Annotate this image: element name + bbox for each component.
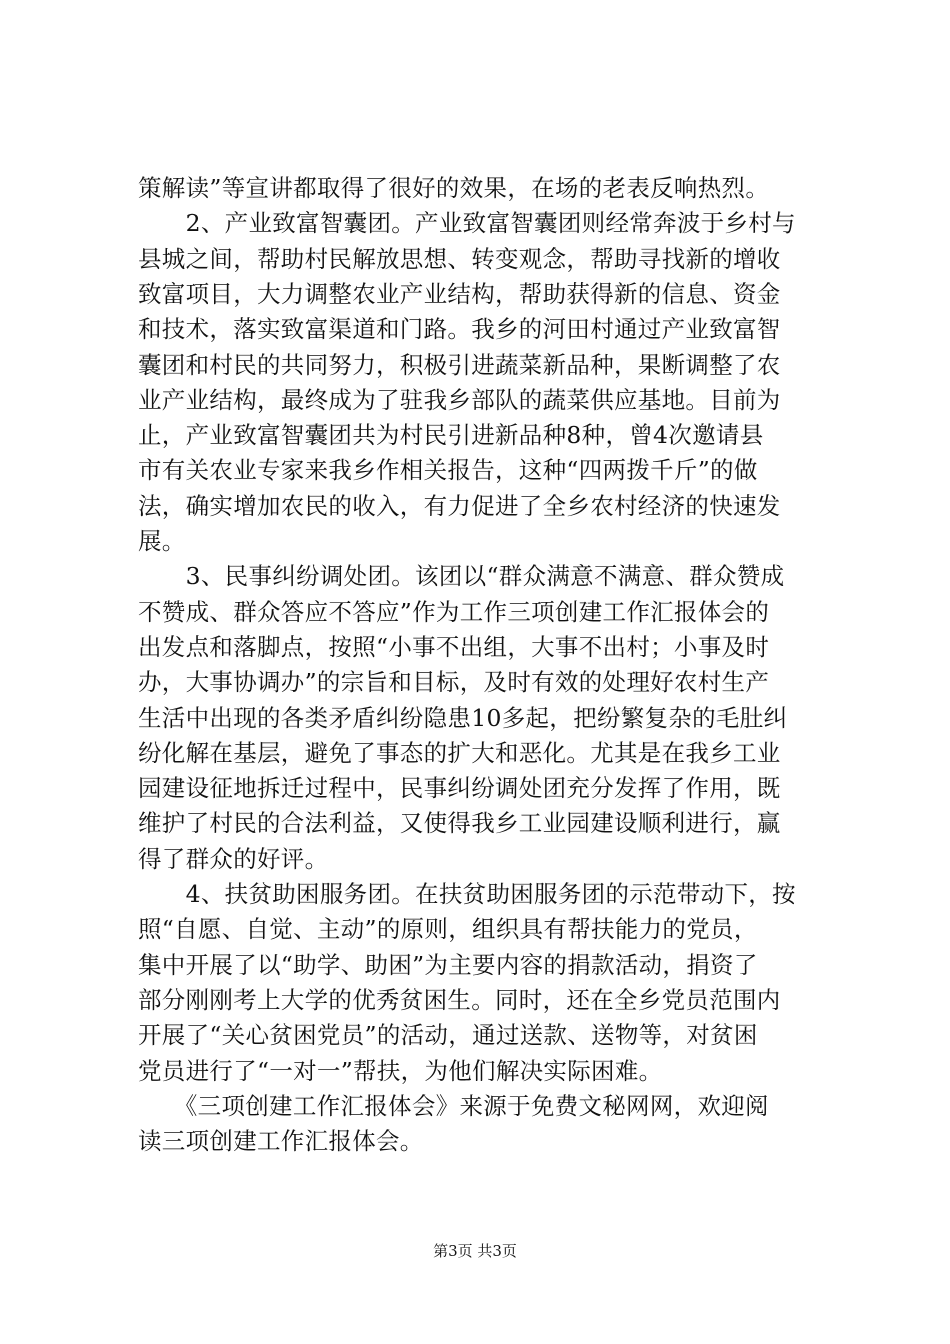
text-line: 4、扶贫助困服务团。在扶贫助困服务团的示范带动下，按	[138, 880, 796, 908]
text-line: 党员进行了“一对一”帮扶，为他们解决实际困难。	[138, 1056, 663, 1085]
text-line: 生活中出现的各类矛盾纠纷隐患10多起，把纷繁复杂的毛肚纠	[138, 703, 788, 732]
text-line: 部分刚刚考上大学的优秀贫困生。同时，还在全乡党员范围内	[138, 985, 781, 1014]
text-line: 维护了村民的合法利益，又使得我乡工业园建设顺利进行，赢	[138, 809, 781, 838]
text-line: 和技术，落实致富渠道和门路。我乡的河田村通过产业致富智	[138, 315, 781, 344]
text-line: 囊团和村民的共同努力，积极引进蔬菜新品种，果断调整了农	[138, 350, 781, 379]
text-line: 办，大事协调办”的宗旨和目标，及时有效的处理好农村生产	[138, 668, 770, 697]
text-line: 出发点和落脚点，按照“小事不出组，大事不出村；小事及时	[138, 632, 770, 661]
text-line: 致富项目，大力调整农业产业结构，帮助获得新的信息、资金	[138, 279, 781, 308]
text-line: 《三项创建工作汇报体会》来源于免费文秘网网，欢迎阅	[138, 1091, 769, 1120]
text-line: 市有关农业专家来我乡作相关报告，这种“四两拨千斤”的做	[138, 456, 758, 485]
text-line: 策解读”等宣讲都取得了很好的效果，在场的老表反响热烈。	[138, 174, 770, 202]
text-line: 集中开展了以“助学、助困”为主要内容的捐款活动，捐资了	[138, 950, 758, 979]
text-line: 得了群众的好评。	[138, 844, 329, 873]
page-number: 第3页 共3页	[433, 1242, 517, 1260]
text-line: 县城之间，帮助村民解放思想、转变观念，帮助寻找新的增收	[138, 244, 781, 273]
text-line: 纷化解在基层，避免了事态的扩大和恶化。尤其是在我乡工业	[138, 738, 781, 767]
text-line: 开展了“关心贫困党员”的活动，通过送款、送物等，对贫困	[138, 1021, 758, 1050]
text-line: 不赞成、群众答应不答应”作为工作三项创建工作汇报体会的	[138, 597, 770, 626]
text-line: 2、产业致富智囊团。产业致富智囊团则经常奔波于乡村与	[138, 209, 796, 238]
text-line: 法，确实增加农民的收入，有力促进了全乡农村经济的快速发	[138, 491, 781, 520]
text-line: 3、民事纠纷调处团。该团以“群众满意不满意、群众赞成	[138, 562, 785, 591]
text-line: 照“自愿、自觉、主动”的原则，组织具有帮扶能力的党员，	[138, 915, 758, 944]
text-line: 园建设征地拆迁过程中，民事纠纷调处团充分发挥了作用，既	[138, 774, 781, 803]
text-line: 业产业结构，最终成为了驻我乡部队的蔬菜供应基地。目前为	[138, 385, 781, 414]
text-line: 展。	[138, 527, 186, 555]
text-line: 止，产业致富智囊团共为村民引进新品种8种，曾4次邀请县	[138, 421, 764, 450]
text-line: 读三项创建工作汇报体会。	[138, 1127, 424, 1156]
